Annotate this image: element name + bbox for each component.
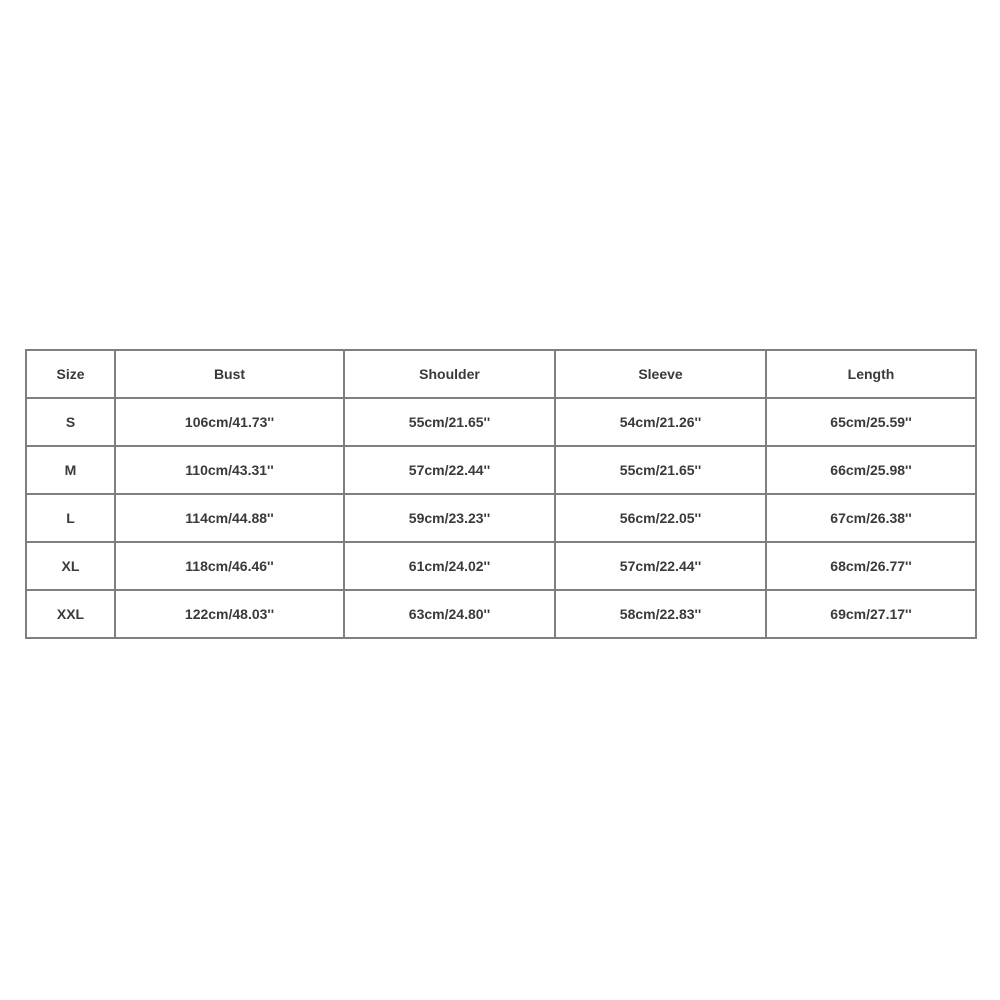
table-row [26,446,976,494]
cell-shoulder: 57cm/22.44'' [344,446,555,494]
header-shoulder: Shoulder [344,350,555,398]
cell-bust: 118cm/46.46'' [115,542,344,590]
cell-length: 68cm/26.77'' [766,542,976,590]
size-chart-table [25,349,977,639]
cell-sleeve: 57cm/22.44'' [555,542,766,590]
cell-sleeve: 54cm/21.26'' [555,398,766,446]
table-row [26,542,976,590]
header-size: Size [26,350,115,398]
cell-shoulder: 63cm/24.80'' [344,590,555,638]
cell-shoulder: 59cm/23.23'' [344,494,555,542]
cell-size: L [26,494,115,542]
cell-bust: 110cm/43.31'' [115,446,344,494]
cell-length: 66cm/25.98'' [766,446,976,494]
header-length: Length [766,350,976,398]
cell-size: S [26,398,115,446]
header-bust: Bust [115,350,344,398]
header-sleeve: Sleeve [555,350,766,398]
cell-size: M [26,446,115,494]
cell-sleeve: 55cm/21.65'' [555,446,766,494]
cell-bust: 106cm/41.73'' [115,398,344,446]
header-row [26,350,976,398]
cell-shoulder: 61cm/24.02'' [344,542,555,590]
cell-length: 69cm/27.17'' [766,590,976,638]
table-row [26,398,976,446]
cell-sleeve: 56cm/22.05'' [555,494,766,542]
table-row [26,494,976,542]
cell-size: XL [26,542,115,590]
cell-sleeve: 58cm/22.83'' [555,590,766,638]
cell-shoulder: 55cm/21.65'' [344,398,555,446]
cell-length: 65cm/25.59'' [766,398,976,446]
cell-bust: 114cm/44.88'' [115,494,344,542]
cell-size: XXL [26,590,115,638]
cell-bust: 122cm/48.03'' [115,590,344,638]
cell-length: 67cm/26.38'' [766,494,976,542]
table-row [26,590,976,638]
